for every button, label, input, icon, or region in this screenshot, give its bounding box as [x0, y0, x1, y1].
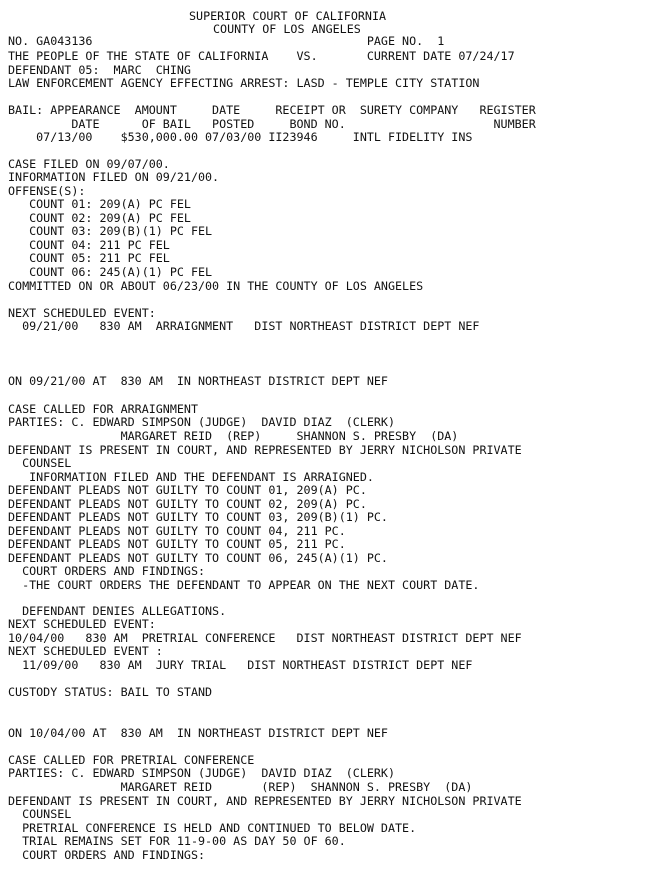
custody-status-line: CUSTODY STATUS: BAIL TO STAND — [8, 685, 213, 699]
county-line: COUNTY OF LOS ANGELES — [213, 22, 361, 36]
offenses-heading: OFFENSE(S): — [8, 184, 86, 198]
case-title-line: THE PEOPLE OF THE STATE OF CALIFORNIA VS. CURRENT DATE 07/24/17 — [8, 49, 515, 63]
representation-line: DEFENDANT IS PRESENT IN COURT, AND REPRESENTED BY JERRY NICHOLSON PRIVATE — [8, 443, 522, 457]
plea-line: DEFENDANT PLEADS NOT GUILTY TO COUNT 02, 209(A) PC. — [8, 497, 367, 511]
offense-count-line: COUNT 06: 245(A)(1) PC FEL — [8, 265, 213, 279]
orders-heading: COURT ORDERS AND FINDINGS: — [8, 848, 206, 862]
committed-line: COMMITTED ON OR ABOUT 06/23/00 IN THE COUNTY OF LOS ANGELES — [8, 279, 424, 293]
next-event-entry: 10/04/00 830 AM PRETRIAL CONFERENCE DIST NORTHEAST DISTRICT DEPT NEF — [8, 631, 522, 645]
next-event-entry: 11/09/00 830 AM JURY TRIAL DIST NORTHEAST DISTRICT DEPT NEF — [8, 658, 473, 672]
orders-heading: COURT ORDERS AND FINDINGS: — [8, 564, 206, 578]
parties-line: PARTIES: C. EDWARD SIMPSON (JUDGE) DAVID DIAZ (CLERK) — [8, 766, 396, 780]
offense-count-line: COUNT 05: 211 PC FEL — [8, 251, 170, 265]
offense-count-line: COUNT 02: 209(A) PC FEL — [8, 211, 191, 225]
hearing-heading: ON 10/04/00 AT 830 AM IN NORTHEAST DISTRICT DEPT NEF — [8, 726, 388, 740]
bail-entry-line: 07/13/00 $530,000.00 07/03/00 II23946 INTL FIDELITY INS — [8, 130, 473, 144]
offense-count-line: COUNT 03: 209(B)(1) PC FEL — [8, 224, 213, 238]
bail-header-line-1: BAIL: APPEARANCE AMOUNT DATE RECEIPT OR SURETY COMPANY REGISTER — [8, 103, 536, 117]
case-called-line: CASE CALLED FOR PRETRIAL CONFERENCE — [8, 753, 255, 767]
case-called-line: CASE CALLED FOR ARRAIGNMENT — [8, 402, 198, 416]
court-name-line: SUPERIOR COURT OF CALIFORNIA — [189, 9, 387, 23]
defendant-line: DEFENDANT 05: MARC CHING — [8, 63, 191, 77]
representation-line: COUNSEL — [8, 807, 72, 821]
plea-line: DEFENDANT PLEADS NOT GUILTY TO COUNT 05, 211 PC. — [8, 537, 346, 551]
offense-count-line: COUNT 01: 209(A) PC FEL — [8, 197, 191, 211]
arraignment-note: INFORMATION FILED AND THE DEFENDANT IS ARRAIGNED. — [8, 470, 374, 484]
information-filed-line: INFORMATION FILED ON 09/21/00. — [8, 170, 220, 184]
representation-line: DEFENDANT IS PRESENT IN COURT, AND REPRESENTED BY JERRY NICHOLSON PRIVATE — [8, 794, 522, 808]
next-event-entry: 09/21/00 830 AM ARRAIGNMENT DIST NORTHEAST DISTRICT DEPT NEF — [8, 319, 480, 333]
case-number-line: NO. GA043136 PAGE NO. 1 — [8, 34, 445, 48]
plea-line: DEFENDANT PLEADS NOT GUILTY TO COUNT 01, 209(A) PC. — [8, 483, 367, 497]
next-event-heading: NEXT SCHEDULED EVENT: — [8, 617, 156, 631]
next-event-heading: NEXT SCHEDULED EVENT: — [8, 306, 156, 320]
trial-setting-line: TRIAL REMAINS SET FOR 11-9-00 AS DAY 50 OF 60. — [8, 834, 346, 848]
next-event-heading: NEXT SCHEDULED EVENT : — [8, 644, 163, 658]
plea-line: DEFENDANT PLEADS NOT GUILTY TO COUNT 03, 209(B)(1) PC. — [8, 510, 388, 524]
representation-line: COUNSEL — [8, 456, 72, 470]
case-filed-line: CASE FILED ON 09/07/00. — [8, 157, 170, 171]
parties-line: MARGARET REID (REP) SHANNON S. PRESBY (DA) — [8, 780, 473, 794]
plea-line: DEFENDANT PLEADS NOT GUILTY TO COUNT 06, 245(A)(1) PC. — [8, 551, 388, 565]
order-line: -THE COURT ORDERS THE DEFENDANT TO APPEAR ON THE NEXT COURT DATE. — [8, 578, 480, 592]
arresting-agency-line: LAW ENFORCEMENT AGENCY EFFECTING ARREST: LASD - TEMPLE CITY STATION — [8, 76, 480, 90]
denial-line: DEFENDANT DENIES ALLEGATIONS. — [8, 604, 227, 618]
offense-count-line: COUNT 04: 211 PC FEL — [8, 238, 170, 252]
bail-header-line-2: DATE OF BAIL POSTED BOND NO. NUMBER — [8, 117, 536, 131]
pretrial-note: PRETRIAL CONFERENCE IS HELD AND CONTINUED TO BELOW DATE. — [8, 821, 417, 835]
parties-line: PARTIES: C. EDWARD SIMPSON (JUDGE) DAVID DIAZ (CLERK) — [8, 415, 396, 429]
plea-line: DEFENDANT PLEADS NOT GUILTY TO COUNT 04, 211 PC. — [8, 524, 346, 538]
hearing-heading: ON 09/21/00 AT 830 AM IN NORTHEAST DISTRICT DEPT NEF — [8, 374, 388, 388]
parties-line: MARGARET REID (REP) SHANNON S. PRESBY (DA) — [8, 429, 459, 443]
